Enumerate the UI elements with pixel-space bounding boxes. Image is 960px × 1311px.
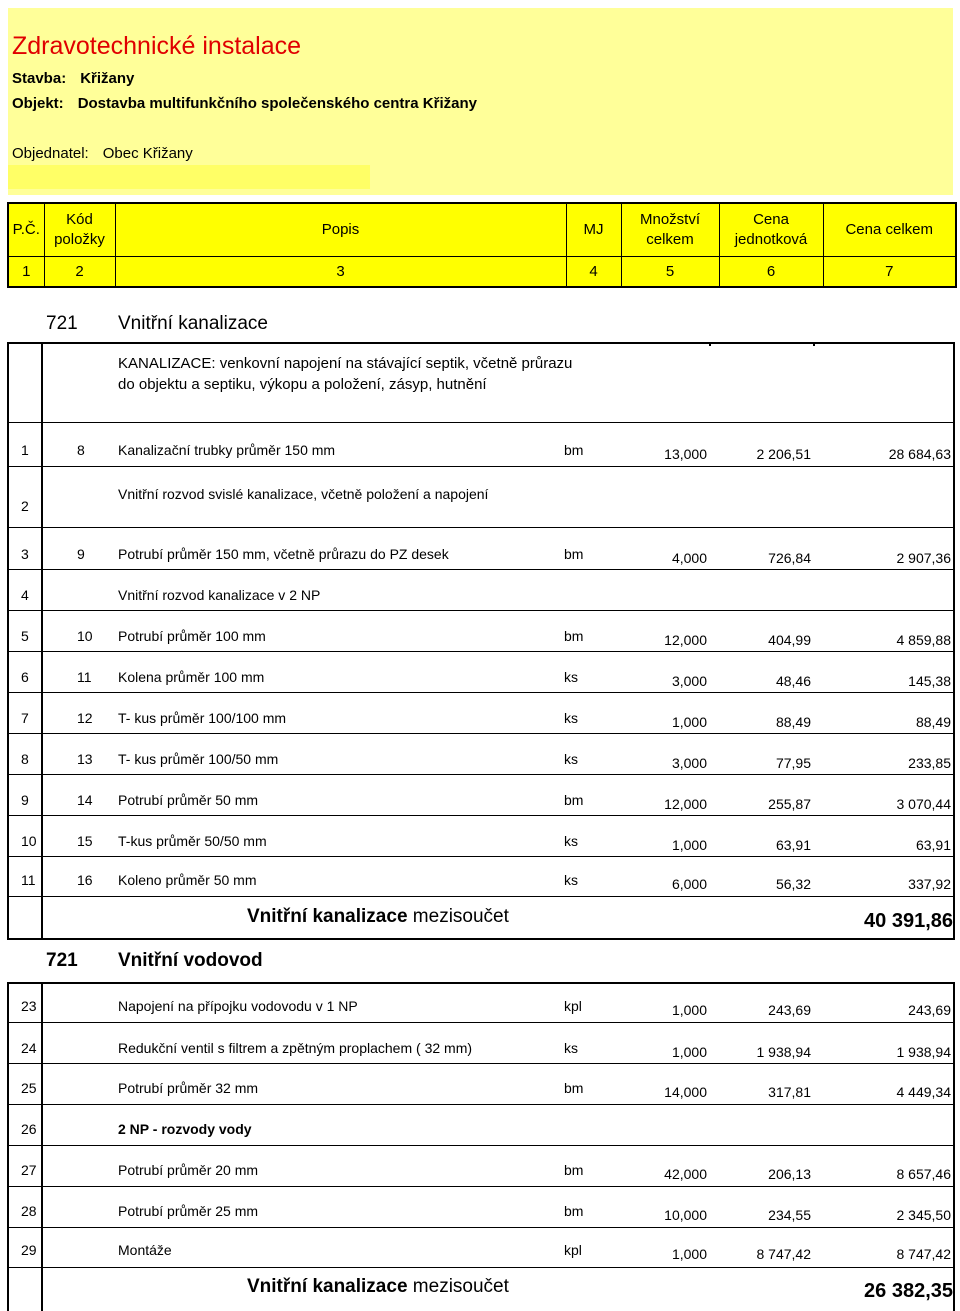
item-quantity: 3,000 [671, 673, 707, 689]
item-unit: bm [564, 442, 584, 458]
item-unit-price: 8 747,42 [756, 1246, 811, 1262]
item-description: Potrubí průměr 100 mm [118, 628, 266, 644]
table-row [7, 751, 955, 773]
item-unit-price: 2 206,51 [756, 446, 811, 462]
item-unit-price: 88,49 [775, 714, 811, 730]
item-unit: bm [564, 628, 584, 644]
item-unit: ks [564, 1040, 578, 1056]
item-description: Montáže [118, 1242, 172, 1258]
item-quantity: 1,000 [671, 1044, 707, 1060]
table-row [7, 833, 955, 855]
item-code: 14 [77, 792, 93, 808]
section-intro: KANALIZACE: venkovní napojení na stávající septik, včetně průrazu do objektu a septiku, výkopu a položení, zásyp, hutnění [118, 355, 573, 393]
item-quantity: 6,000 [671, 876, 707, 892]
col-pc: P.Č. [8, 203, 44, 257]
row-separator [7, 1104, 955, 1105]
objekt-row [12, 95, 477, 112]
col-mj: MJ [566, 203, 621, 257]
subtotal-label-bold: Vnitřní kanalizace [247, 906, 408, 927]
col-popis: Popis [115, 203, 566, 257]
item-unit-price: 234,55 [768, 1207, 811, 1223]
stavba-value: Křižany [80, 70, 135, 87]
item-code: 13 [77, 751, 93, 767]
section-name: Vnitřní vodovod [118, 950, 263, 971]
item-description: Kanalizační trubky průměr 150 mm [118, 442, 336, 458]
item-description: Potrubí průměr 25 mm [118, 1203, 259, 1219]
item-number: 2 [21, 498, 29, 514]
objednatel-row [12, 145, 193, 162]
table-row [7, 669, 955, 691]
item-quantity: 42,000 [664, 1166, 707, 1182]
col-num: 2 [44, 257, 115, 288]
item-code: 8 [77, 442, 85, 458]
header-strip [8, 165, 370, 189]
item-unit: bm [564, 546, 584, 562]
item-code: 15 [77, 833, 93, 849]
objekt-value: Dostavba multifunkčního společenského centra Křižany [77, 95, 477, 112]
subtotal-row [0, 906, 960, 936]
item-description: Kolena průměr 100 mm [118, 669, 265, 685]
item-quantity: 1,000 [671, 837, 707, 853]
row-separator [7, 815, 955, 816]
row-separator [7, 692, 955, 693]
item-quantity: 1,000 [671, 714, 707, 730]
item-number: 10 [21, 833, 37, 849]
row-separator [7, 569, 955, 570]
item-number: 6 [21, 669, 29, 685]
item-unit-price: 317,81 [768, 1084, 811, 1100]
item-total-price: 2 345,50 [896, 1207, 951, 1223]
item-description: T- kus průměr 100/100 mm [118, 710, 287, 726]
item-unit: bm [564, 1162, 584, 1178]
item-number: 25 [21, 1080, 37, 1096]
column-divider [813, 344, 815, 346]
subtotal-label-word: mezisoučet [412, 906, 509, 927]
item-description: T- kus průměr 100/50 mm [118, 751, 279, 767]
row-separator [7, 466, 955, 467]
item-number: 9 [21, 792, 29, 808]
col-num: 3 [115, 257, 566, 288]
subtotal-value: 26 382,35 [864, 1280, 953, 1302]
item-total-price: 337,92 [908, 876, 951, 892]
row-separator [7, 774, 955, 775]
stavba-label: Stavba: [12, 70, 67, 87]
item-quantity: 14,000 [664, 1084, 707, 1100]
item-unit: ks [564, 872, 578, 888]
item-number: 4 [21, 587, 29, 603]
item-unit-price: 1 938,94 [756, 1044, 811, 1060]
item-total-price: 88,49 [915, 714, 951, 730]
item-code: 11 [77, 669, 92, 685]
table-row [7, 1121, 955, 1143]
item-description: Potrubí průměr 20 mm [118, 1162, 259, 1178]
column-number-row [8, 257, 956, 288]
row-separator [7, 896, 955, 897]
item-number: 28 [21, 1203, 37, 1219]
item-unit: kpl [564, 1242, 582, 1258]
row-separator [7, 1186, 955, 1187]
col-cena-celkem: Cena celkem [823, 203, 956, 257]
table-row [7, 1080, 955, 1102]
col-num: 6 [719, 257, 823, 288]
item-total-price: 8 657,46 [896, 1166, 951, 1182]
col-num: 4 [566, 257, 621, 288]
table-row [7, 1040, 955, 1062]
item-number: 1 [21, 442, 29, 458]
item-number: 3 [21, 546, 29, 562]
table-row [7, 442, 955, 464]
row-separator [7, 651, 955, 652]
item-quantity: 13,000 [664, 446, 707, 462]
item-number: 5 [21, 628, 29, 644]
item-number: 26 [21, 1121, 37, 1137]
row-separator [7, 982, 955, 984]
row-separator [7, 422, 955, 423]
item-quantity: 1,000 [671, 1002, 707, 1018]
table-row [7, 872, 955, 894]
subtotal-label [247, 906, 509, 928]
section-number: 721 [46, 950, 78, 971]
objekt-label: Objekt: [12, 95, 64, 112]
item-description: Vnitřní rozvod svislé kanalizace, včetně položení a napojení [118, 486, 489, 502]
item-unit: ks [564, 710, 578, 726]
subtotal-value: 40 391,86 [864, 910, 953, 932]
item-code: 12 [77, 710, 93, 726]
row-separator [7, 1145, 955, 1146]
item-number: 29 [21, 1242, 37, 1258]
table-row [7, 546, 955, 568]
table-row [7, 710, 955, 732]
column-header-row [8, 203, 956, 257]
item-code: 10 [77, 628, 93, 644]
item-description: Redukční ventil s filtrem a zpětným proplachem ( 32 mm) [118, 1040, 473, 1056]
item-quantity: 4,000 [671, 550, 707, 566]
objednatel-value: Obec Křižany [102, 145, 193, 162]
item-unit: kpl [564, 998, 582, 1014]
item-total-price: 4 859,88 [896, 632, 951, 648]
table-row [7, 998, 955, 1020]
column-divider [709, 344, 711, 346]
item-description: Potrubí průměr 150 mm, včetně průrazu do PZ desek [118, 546, 449, 562]
subtotal-label [247, 1276, 509, 1298]
item-total-price: 1 938,94 [896, 1044, 951, 1060]
item-number: 11 [21, 872, 36, 888]
section-heading [0, 313, 960, 337]
section-number: 721 [46, 313, 78, 334]
item-quantity: 12,000 [664, 796, 707, 812]
row-separator [7, 610, 955, 611]
col-kod: Kód položky [44, 203, 115, 257]
item-quantity: 3,000 [671, 755, 707, 771]
item-total-price: 63,91 [915, 837, 951, 853]
subtotal-label-bold: Vnitřní kanalizace [247, 1276, 408, 1297]
item-description: Koleno průměr 50 mm [118, 872, 257, 888]
item-total-price: 8 747,42 [896, 1246, 951, 1262]
item-code: 16 [77, 872, 93, 888]
table-row [7, 1203, 955, 1225]
item-unit-price: 63,91 [775, 837, 811, 853]
item-number: 23 [21, 998, 37, 1014]
item-description: Potrubí průměr 32 mm [118, 1080, 259, 1096]
item-number: 27 [21, 1162, 37, 1178]
column-header-table [7, 202, 957, 288]
row-separator [7, 733, 955, 734]
row-separator [7, 1063, 955, 1064]
item-unit-price: 255,87 [768, 796, 811, 812]
item-unit-price: 726,84 [768, 550, 811, 566]
document-title: Zdravotechnické instalace [12, 32, 302, 60]
item-total-price: 233,85 [908, 755, 951, 771]
item-total-price: 2 907,36 [896, 550, 951, 566]
table-row [7, 628, 955, 650]
document-header [8, 8, 953, 195]
row-separator [7, 527, 955, 528]
item-unit: bm [564, 1080, 584, 1096]
section-name: Vnitřní kanalizace [118, 313, 268, 334]
col-mnozstvi: Množství celkem [621, 203, 719, 257]
item-number: 8 [21, 751, 29, 767]
item-description: Potrubí průměr 50 mm [118, 792, 259, 808]
table-row [7, 792, 955, 814]
row-separator [7, 856, 955, 857]
item-quantity: 1,000 [671, 1246, 707, 1262]
stavba-row [12, 70, 134, 87]
item-total-price: 3 070,44 [896, 796, 951, 812]
item-unit: ks [564, 751, 578, 767]
item-unit-price: 48,46 [775, 673, 811, 689]
item-total-price: 4 449,34 [896, 1084, 951, 1100]
item-description: Napojení na přípojku vodovodu v 1 NP [118, 998, 358, 1014]
col-num: 5 [621, 257, 719, 288]
subtotal-row [0, 1276, 960, 1306]
item-quantity: 10,000 [664, 1207, 707, 1223]
item-code: 9 [77, 546, 85, 562]
item-unit-price: 56,32 [775, 876, 811, 892]
col-num: 1 [8, 257, 44, 288]
item-unit: ks [564, 669, 578, 685]
table-row [7, 486, 955, 520]
item-description: 2 NP - rozvody vody [118, 1121, 252, 1137]
item-unit: bm [564, 1203, 584, 1219]
item-unit-price: 404,99 [768, 632, 811, 648]
section-heading [0, 950, 960, 974]
item-total-price: 243,69 [908, 1002, 951, 1018]
objednatel-label: Objednatel: [12, 145, 89, 162]
item-number: 7 [21, 710, 29, 726]
item-unit-price: 77,95 [775, 755, 811, 771]
subtotal-label-word: mezisoučet [412, 1276, 509, 1297]
item-unit: ks [564, 833, 578, 849]
row-separator [7, 1022, 955, 1023]
item-unit-price: 243,69 [768, 1002, 811, 1018]
table-row [7, 1162, 955, 1184]
item-description: T-kus průměr 50/50 mm [118, 833, 267, 849]
row-separator [7, 1267, 955, 1268]
item-unit: bm [564, 792, 584, 808]
item-quantity: 12,000 [664, 632, 707, 648]
item-number: 24 [21, 1040, 37, 1056]
table-row [7, 587, 955, 609]
item-total-price: 28 684,63 [888, 446, 951, 462]
row-separator [7, 1227, 955, 1228]
item-total-price: 145,38 [908, 673, 951, 689]
col-num: 7 [823, 257, 956, 288]
table-row [7, 1242, 955, 1264]
col-cena-jednotkova: Cena jednotková [719, 203, 823, 257]
item-unit-price: 206,13 [768, 1166, 811, 1182]
item-description: Vnitřní rozvod kanalizace v 2 NP [118, 587, 321, 603]
